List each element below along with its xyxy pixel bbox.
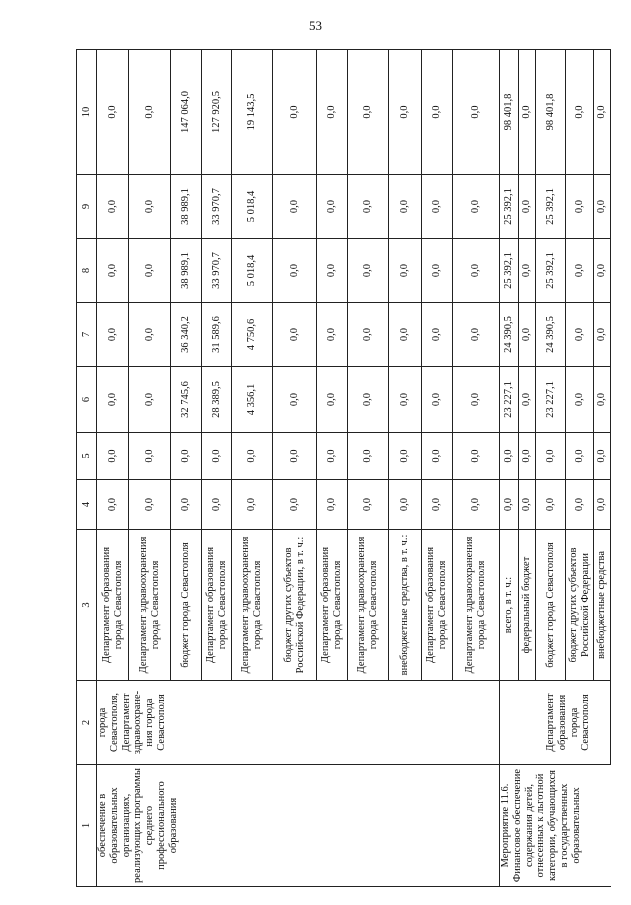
value-cell: 4 750,6 [232, 303, 273, 367]
value-cell: 0,0 [594, 50, 611, 175]
value-cell: 0,0 [519, 303, 536, 367]
value-cell: 0,0 [97, 433, 129, 480]
value-cell: 0,0 [594, 239, 611, 303]
col-header: 9 [77, 175, 97, 239]
value-cell: 0,0 [348, 175, 389, 239]
value-cell: 0,0 [500, 433, 519, 480]
column-numbers-row [77, 50, 97, 887]
value-cell: 0,0 [348, 239, 389, 303]
value-cell: 0,0 [129, 303, 171, 367]
value-cell: 38 989,1 [171, 239, 202, 303]
table-row [500, 50, 519, 887]
row-label: бюджет города Севастополя [171, 530, 202, 681]
row-label: Департамент здравоохранения города Севастополя [453, 530, 500, 681]
col-header: 2 [77, 681, 97, 765]
value-cell: 28 389,5 [202, 367, 232, 433]
value-cell: 0,0 [317, 239, 348, 303]
value-cell: 0,0 [594, 480, 611, 530]
value-cell: 24 390,5 [500, 303, 519, 367]
value-cell: 0,0 [171, 433, 202, 480]
value-cell: 0,0 [273, 480, 317, 530]
value-cell: 0,0 [389, 175, 422, 239]
value-cell: 0,0 [422, 433, 453, 480]
value-cell: 0,0 [594, 303, 611, 367]
row-label: бюджет других субъектов Российской Федерации, в т. ч.: [273, 530, 317, 681]
value-cell: 19 143,5 [232, 50, 273, 175]
value-cell: 0,0 [566, 367, 594, 433]
value-cell: 0,0 [348, 480, 389, 530]
value-cell: 0,0 [202, 433, 232, 480]
value-cell: 0,0 [273, 433, 317, 480]
table-body [97, 50, 611, 887]
row-label: внебюджетные средства [594, 530, 611, 681]
row-label: всего, в т. ч.: [500, 530, 519, 681]
page-number: 53 [309, 18, 322, 33]
value-cell: 0,0 [519, 239, 536, 303]
value-cell: 0,0 [273, 239, 317, 303]
measure-description: обеспечение в образовательных организациях, реализующих программы среднего профессионального образования [97, 765, 500, 887]
value-cell: 0,0 [129, 239, 171, 303]
value-cell: 0,0 [232, 433, 273, 480]
value-cell: 0,0 [97, 303, 129, 367]
value-cell: 0,0 [422, 480, 453, 530]
value-cell: 23 227,1 [500, 367, 519, 433]
value-cell: 98 401,8 [536, 50, 566, 175]
value-cell: 32 745,6 [171, 367, 202, 433]
value-cell: 31 589,6 [202, 303, 232, 367]
value-cell: 5 018,4 [232, 175, 273, 239]
value-cell: 5 018,4 [232, 239, 273, 303]
value-cell: 0,0 [317, 303, 348, 367]
value-cell: 0,0 [129, 50, 171, 175]
row-label: Департамент образования города Севастополя [97, 530, 129, 681]
value-cell: 98 401,8 [500, 50, 519, 175]
row-label: внебюджетные средства, в т. ч.: [389, 530, 422, 681]
value-cell: 0,0 [97, 175, 129, 239]
row-label: бюджет города Севастополя [536, 530, 566, 681]
value-cell: 0,0 [422, 367, 453, 433]
value-cell: 0,0 [317, 480, 348, 530]
value-cell: 0,0 [97, 367, 129, 433]
value-cell: 0,0 [453, 480, 500, 530]
value-cell: 0,0 [317, 367, 348, 433]
value-cell: 0,0 [389, 367, 422, 433]
row-label: бюджет других субъектов Российской Федерации [566, 530, 594, 681]
value-cell: 0,0 [348, 433, 389, 480]
value-cell: 0,0 [389, 50, 422, 175]
col-header: 3 [77, 530, 97, 681]
table-row [97, 50, 129, 887]
budget-table [76, 49, 611, 887]
value-cell: 0,0 [594, 175, 611, 239]
value-cell: 36 340,2 [171, 303, 202, 367]
value-cell: 33 970,7 [202, 175, 232, 239]
value-cell: 0,0 [566, 50, 594, 175]
value-cell: 0,0 [348, 367, 389, 433]
value-cell: 0,0 [389, 433, 422, 480]
value-cell: 0,0 [232, 480, 273, 530]
value-cell: 0,0 [519, 175, 536, 239]
value-cell: 0,0 [566, 239, 594, 303]
row-label: Департамент образования города Севастополя [317, 530, 348, 681]
row-label: Департамент здравоохранения города Севастополя [129, 530, 171, 681]
value-cell: 0,0 [453, 175, 500, 239]
value-cell: 0,0 [566, 433, 594, 480]
col-header: 8 [77, 239, 97, 303]
value-cell: 0,0 [129, 367, 171, 433]
value-cell: 0,0 [171, 480, 202, 530]
row-label: Департамент образования города Севастополя [422, 530, 453, 681]
col-header: 10 [77, 50, 97, 175]
value-cell: 0,0 [97, 50, 129, 175]
value-cell: 0,0 [536, 480, 566, 530]
value-cell: 0,0 [453, 367, 500, 433]
col-header: 4 [77, 480, 97, 530]
value-cell: 0,0 [97, 480, 129, 530]
row-label: федеральный бюджет [519, 530, 536, 681]
measure-description: Мероприятие 11.6. Финансовое обеспечение содержания детей, отнесенных к льготной категории, обучающихся в государственных образовательных [500, 765, 611, 887]
value-cell: 0,0 [453, 239, 500, 303]
value-cell: 4 356,1 [232, 367, 273, 433]
value-cell: 0,0 [129, 480, 171, 530]
rotated-table-container [76, 50, 608, 887]
value-cell: 0,0 [273, 367, 317, 433]
value-cell: 0,0 [129, 175, 171, 239]
value-cell: 0,0 [519, 50, 536, 175]
value-cell: 0,0 [536, 433, 566, 480]
value-cell: 38 989,1 [171, 175, 202, 239]
value-cell: 0,0 [389, 303, 422, 367]
responsible-executor: Департамент образования города Севастополя [500, 681, 611, 765]
value-cell: 0,0 [389, 239, 422, 303]
responsible-executor: города Севастополя, Департамент здравоохране-ния города Севастополя [97, 681, 500, 765]
value-cell: 0,0 [389, 480, 422, 530]
value-cell: 0,0 [500, 480, 519, 530]
value-cell: 23 227,1 [536, 367, 566, 433]
value-cell: 24 390,5 [536, 303, 566, 367]
value-cell: 0,0 [317, 175, 348, 239]
value-cell: 0,0 [422, 239, 453, 303]
value-cell: 0,0 [273, 50, 317, 175]
value-cell: 25 392,1 [536, 239, 566, 303]
row-label: Департамент здравоохранения города Севастополя [232, 530, 273, 681]
value-cell: 33 970,7 [202, 239, 232, 303]
value-cell: 0,0 [129, 433, 171, 480]
value-cell: 0,0 [566, 303, 594, 367]
value-cell: 0,0 [273, 303, 317, 367]
value-cell: 0,0 [453, 303, 500, 367]
row-label: Департамент здравоохранения города Севастополя [348, 530, 389, 681]
value-cell: 0,0 [453, 433, 500, 480]
value-cell: 0,0 [566, 480, 594, 530]
col-header: 5 [77, 433, 97, 480]
value-cell: 0,0 [422, 175, 453, 239]
value-cell: 0,0 [348, 50, 389, 175]
value-cell: 0,0 [422, 50, 453, 175]
value-cell: 25 392,1 [500, 175, 519, 239]
value-cell: 0,0 [97, 239, 129, 303]
value-cell: 0,0 [348, 303, 389, 367]
value-cell: 0,0 [566, 175, 594, 239]
value-cell: 0,0 [422, 303, 453, 367]
value-cell: 0,0 [594, 433, 611, 480]
col-header: 1 [77, 765, 97, 887]
value-cell: 0,0 [519, 480, 536, 530]
value-cell: 0,0 [317, 433, 348, 480]
value-cell: 25 392,1 [500, 239, 519, 303]
value-cell: 0,0 [519, 433, 536, 480]
value-cell: 0,0 [317, 50, 348, 175]
value-cell: 0,0 [273, 175, 317, 239]
value-cell: 0,0 [519, 367, 536, 433]
value-cell: 127 920,5 [202, 50, 232, 175]
col-header: 6 [77, 367, 97, 433]
value-cell: 0,0 [594, 367, 611, 433]
row-label: Департамент образования города Севастополя [202, 530, 232, 681]
value-cell: 147 064,0 [171, 50, 202, 175]
value-cell: 0,0 [202, 480, 232, 530]
value-cell: 25 392,1 [536, 175, 566, 239]
value-cell: 0,0 [453, 50, 500, 175]
col-header: 7 [77, 303, 97, 367]
